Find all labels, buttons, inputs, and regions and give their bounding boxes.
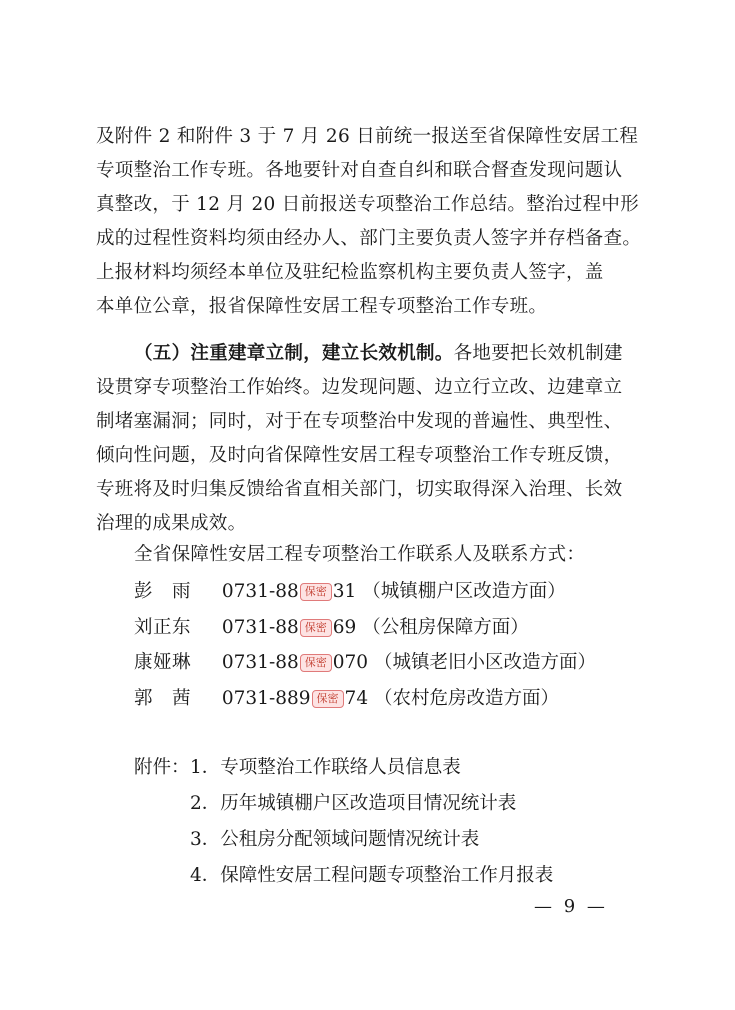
confidential-stamp: 保密	[300, 583, 332, 601]
contact-row	[134, 574, 596, 610]
attachment-item: 2．历年城镇棚户区改造项目情况统计表	[190, 793, 517, 814]
phone-prefix: 0731-889	[221, 687, 311, 709]
confidential-stamp: 保密	[312, 690, 344, 708]
text-line: 成的过程性资料均须由经办人、部门主要负责人签字并存档备查。	[96, 228, 641, 249]
section-heading: （五）注重建章立制，建立长效机制。	[134, 343, 454, 364]
contact-name: 郭 茜	[134, 687, 192, 709]
contact-note: （公租房保障方面）	[362, 616, 529, 638]
paragraph-submission	[96, 120, 641, 324]
attachment-item: 3．公租房分配领域问题情况统计表	[190, 829, 480, 850]
confidential-stamp: 保密	[300, 619, 332, 637]
phone-suffix: 69	[332, 616, 357, 638]
page-number: — 9 —	[534, 896, 608, 917]
text-line: 专项整治工作专班。各地要针对自查自纠和联合督查发现问题认	[96, 160, 623, 181]
attachment-item: 4．保障性安居工程问题专项整治工作月报表	[190, 865, 554, 886]
contact-list	[134, 574, 596, 716]
phone-prefix: 0731-88	[221, 581, 299, 602]
contact-note: （城镇棚户区改造方面）	[362, 581, 566, 602]
contact-name: 彭 雨	[134, 581, 192, 602]
text-line: 及附件 2 和附件 3 于 7 月 26 日前统一报送至省保障性安居工程	[96, 126, 639, 147]
text-line: 倾向性问题，及时向省保障性安居工程专项整治工作专班反馈，	[96, 445, 623, 466]
text-line: 设贯穿专项整治工作始终。边发现问题、边立行立改、边建章立	[96, 377, 623, 398]
contact-name: 康娅琳	[134, 652, 192, 673]
contact-row	[134, 681, 596, 717]
text-line: 制堵塞漏洞；同时，对于在专项整治中发现的普遍性、典型性、	[96, 411, 623, 432]
text-line: 上报材料均须经本单位及驻纪检监察机构主要负责人签字，盖	[96, 262, 604, 283]
text-line: 真整改，于 12 月 20 日前报送专项整治工作总结。整治过程中形	[96, 194, 640, 215]
paragraph-contacts-intro	[96, 538, 641, 572]
contact-phone	[222, 610, 356, 646]
text-line	[96, 337, 641, 371]
contact-note: （农村危房改造方面）	[373, 687, 559, 709]
attachment-list	[134, 750, 553, 894]
phone-prefix: 0731-88	[221, 616, 299, 638]
contact-name: 刘正东	[134, 616, 192, 638]
attachment-row	[134, 858, 553, 894]
contact-phone	[222, 574, 356, 610]
attachment-label: 附件：	[134, 757, 190, 778]
attachment-row	[134, 750, 553, 786]
text-line: 专班将及时归集反馈给省直相关部门，切实取得深入治理、长效	[96, 479, 623, 500]
attachment-item: 1．专项整治工作联络人员信息表	[190, 757, 461, 778]
contact-note: （城镇老旧小区改造方面）	[373, 652, 596, 673]
phone-suffix: 31	[332, 581, 357, 602]
text-line: 本单位公章，报省保障性安居工程专项整治工作专班。	[96, 296, 548, 317]
phone-suffix: 070	[332, 652, 369, 673]
phone-prefix: 0731-88	[221, 652, 299, 673]
paragraph-mechanism	[96, 337, 641, 541]
confidential-stamp: 保密	[300, 654, 332, 672]
attachment-row	[134, 786, 553, 822]
contact-row	[134, 645, 596, 681]
contact-phone	[222, 645, 368, 681]
contact-phone	[222, 681, 368, 717]
phone-suffix: 74	[344, 687, 369, 709]
text-line: 治理的成果成效。	[96, 513, 247, 534]
text-run: 各地要把长效机制建	[453, 343, 623, 364]
text-line: 全省保障性安居工程专项整治工作联系人及联系方式：	[134, 544, 586, 565]
contact-row	[134, 610, 596, 646]
attachment-row	[134, 822, 553, 858]
